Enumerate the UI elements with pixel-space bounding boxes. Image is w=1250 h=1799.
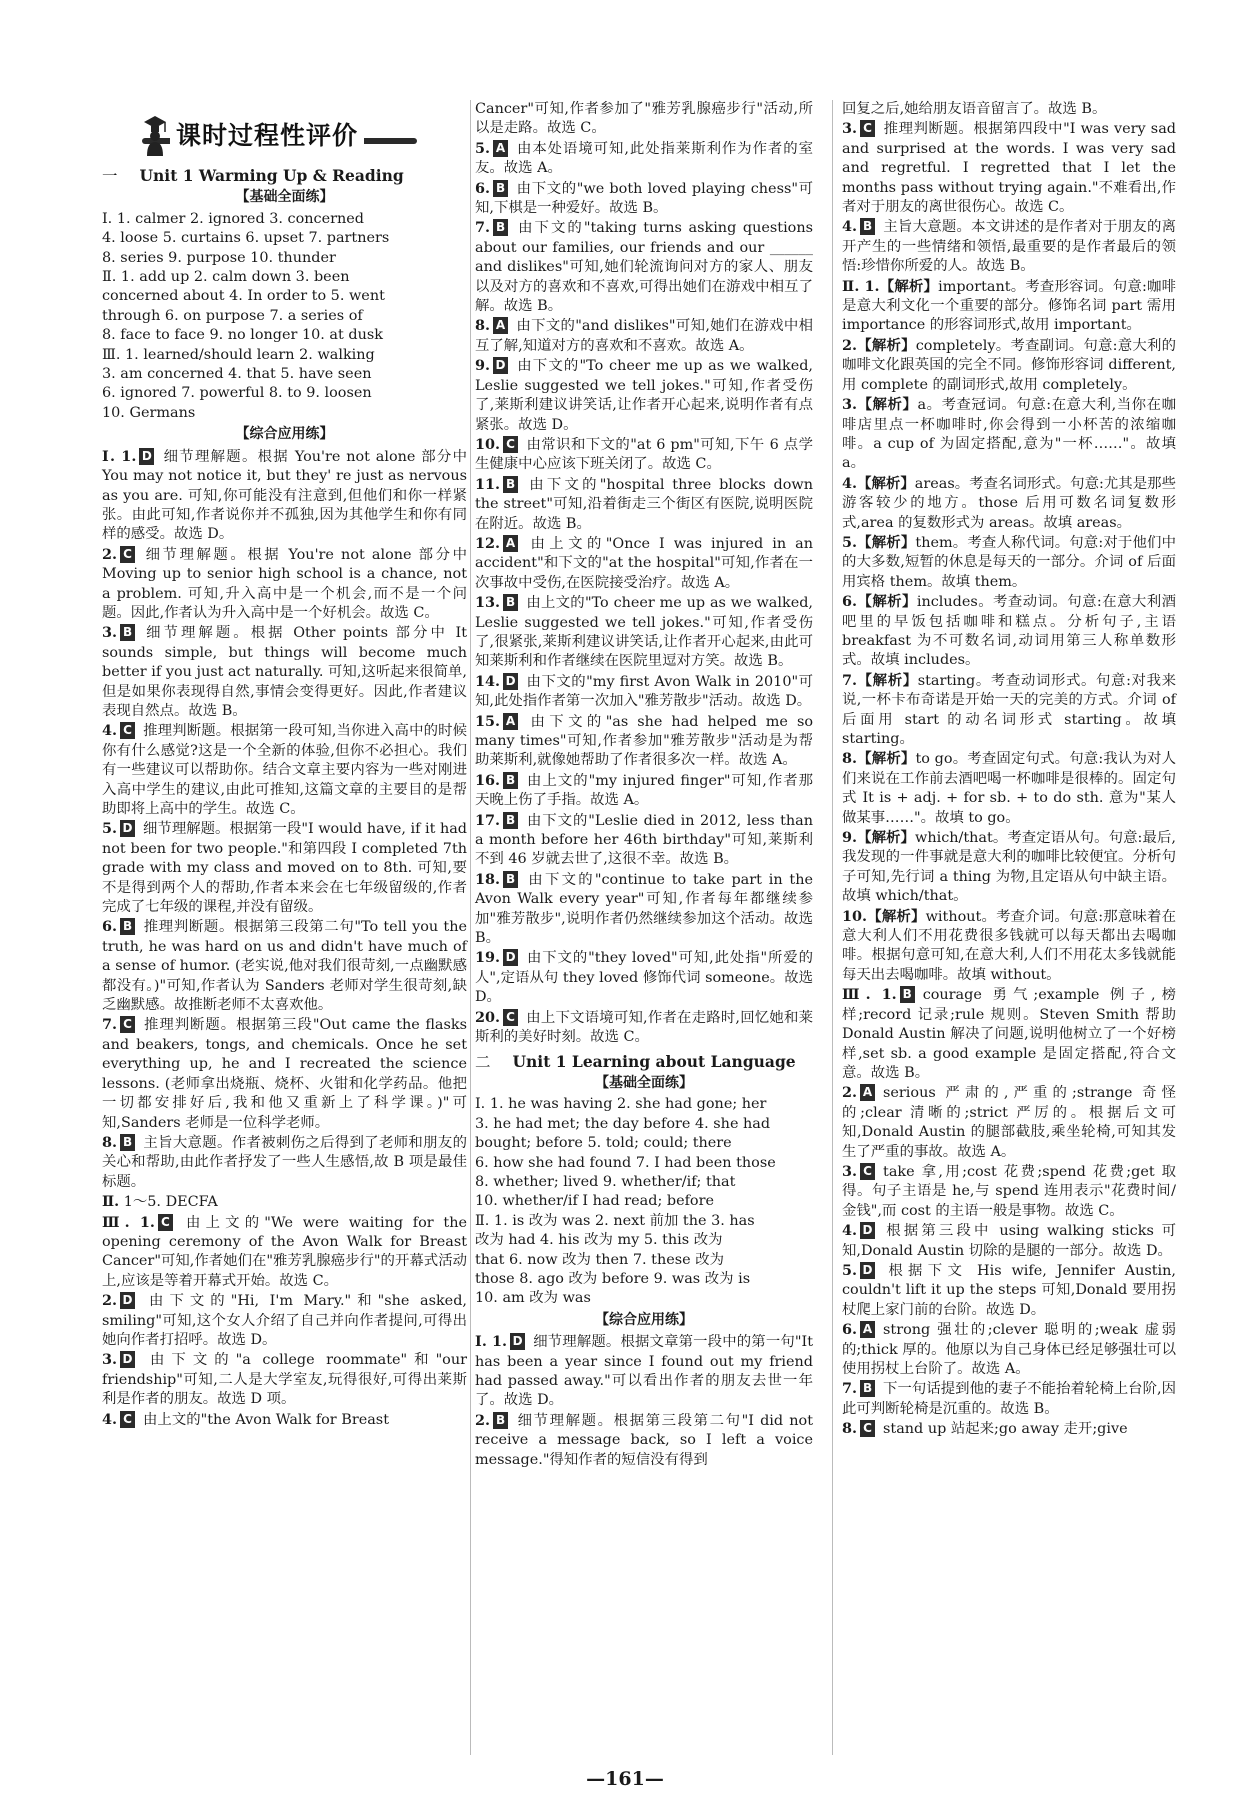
item-number: 2. xyxy=(842,336,858,354)
answer-item xyxy=(102,1350,467,1409)
item-explanation: 。考查人称代词。句意:对于他们中的大多数,短暂的休息是每天的一部分。介词 of 后面用宾格 them。故填 them。 xyxy=(842,534,1176,590)
answer-word: important xyxy=(938,278,1011,295)
item-explanation: strong 强壮的;clever 聪明的;weak 虚弱的;thick 厚的。他原以为自己身体已经足够强壮可以使用拐杖上台阶了。故选 A。 xyxy=(842,1322,1176,1377)
answer-word: areas xyxy=(914,475,955,492)
answer-item xyxy=(475,475,813,534)
answer-item xyxy=(102,1192,467,1212)
item-number: 11. xyxy=(475,475,501,493)
answer-line: Ⅰ. 1. calmer 2. ignored 3. concerned xyxy=(102,210,364,227)
answer-line: 4. loose 5. curtains 6. upset 7. partners xyxy=(102,230,390,247)
item-number: 9. xyxy=(475,357,491,375)
answer-badge: B xyxy=(120,624,135,641)
item-explanation: 。考查定语从句。句意:最后,我发现的一件事就是意大利的咖啡比较便宜。分析句子可知,先行词 a thing 为物,且定语从句中缺主语。故填 which/that。 xyxy=(842,830,1176,905)
answer-word: a xyxy=(917,397,927,414)
item-explanation: 。考查动词。句意:在意大利酒吧里的早饭包括咖啡和糕点。分析句子,主语 breakfast 为不可数名词,动词用第三人称单数形式。故填 includes。 xyxy=(842,594,1176,669)
answer-item xyxy=(475,1008,813,1048)
answer-line: 10. am 改为 was xyxy=(475,1290,591,1307)
answer-badge: A xyxy=(503,713,518,730)
item-explanation: 由下文的"a college roommate"和"our friendship"可知,二人是大学室友,玩得很好,可得出莱斯利是作者的朋友。故选 D 项。 xyxy=(102,1352,467,1408)
item-explanation: 推理判断题。根据第四段中"I was very sad and surprised at the words. I was very sad and regretful. I regretted that I let the months pass without trying again."不难看出,作者对于朋友的离世很伤心。故选 C。 xyxy=(842,121,1176,216)
answer-word: starting xyxy=(917,672,976,689)
answer-badge: C xyxy=(120,1016,135,1033)
item-explanation: stand up 站起来;go away 走开;give xyxy=(883,1421,1128,1438)
answer-badge: B xyxy=(120,1134,135,1151)
section-apply-heading: 【综合应用练】 xyxy=(595,1311,693,1328)
answer-badge: C xyxy=(120,722,135,739)
answer-item xyxy=(842,592,1176,671)
answer-item xyxy=(102,1133,467,1192)
item-explanation: 。考查冠词。句意:在意大利,当你在咖啡店里点一杯咖啡时,你会得到一小杯苦的浓缩咖啡。a cup of 为固定搭配,意为"一杯……"。故填 a。 xyxy=(842,397,1176,472)
answer-line: those 8. ago 改为 before 9. was 改为 is xyxy=(475,1270,751,1287)
item-explanation: 由上文的"Once I was injured in an accident"和下文的"at the hospital"可知,作者在一次事故中受伤,在医院接受治疗。故选 A。 xyxy=(475,535,813,591)
answer-item xyxy=(842,1261,1176,1320)
item-number: 13. xyxy=(475,594,501,612)
item-explanation: 。考查动词形式。句意:对我来说,一杯卡布奇诺是开始一天的完美的方式。介词 of 后面用 start 的动名词形式 starting。故填 starting。 xyxy=(842,672,1176,747)
item-number: 3. xyxy=(102,624,118,642)
answer-line: 改为 had 4. his 改为 my 5. this 改为 xyxy=(475,1232,723,1249)
answer-item xyxy=(475,435,813,475)
item-number: Ⅱ. 1. xyxy=(842,277,880,295)
answer-item xyxy=(475,100,813,139)
answer-badge: C xyxy=(860,120,875,137)
item-number: 6. xyxy=(842,1321,858,1339)
item-number: 6. xyxy=(102,918,118,936)
answer-badge: B xyxy=(860,218,875,235)
item-explanation: 由下文的"Leslie died in 2012, less than a month before her 46th birthday"可知,莱斯利不到 46 岁就去世了,这很不幸。故选 B。 xyxy=(475,812,813,868)
item-explanation: 细节理解题。根据第三段第二句"I did not receive a message back, so I left a voice message."得知作者的短信没有得到 xyxy=(475,1412,813,1468)
item-number: 5. xyxy=(475,139,491,157)
item-explanation: 回复之后,她给朋友语音留言了。故选 B。 xyxy=(842,101,1107,117)
answer-item xyxy=(842,277,1176,336)
item-number: 2. xyxy=(842,1084,858,1102)
item-number: 4. xyxy=(842,218,858,236)
answer-word: them xyxy=(915,534,953,551)
answer-line: bought; before 5. told; could; there xyxy=(475,1135,732,1152)
item-explanation: 由下文的"hospital three blocks down the street"可知,沿着街走三个街区有医院,说明医院在附近。故选 B。 xyxy=(475,476,813,532)
item-number: Ⅰ. 1. xyxy=(102,447,137,465)
answer-badge: A xyxy=(860,1321,875,1338)
item-number: 9. xyxy=(842,829,858,847)
item-explanation: 由下文的"they loved"可知,此处指"所爱的人",定语从句 they loved 修饰代词 someone。故选 D。 xyxy=(475,950,813,1006)
answer-line: Ⅱ. 1. add up 2. calm down 3. been xyxy=(102,269,350,286)
answer-badge: B xyxy=(503,594,518,611)
answer-badge: A xyxy=(503,535,518,552)
answer-badge: C xyxy=(158,1214,173,1231)
item-number: 2. xyxy=(102,1292,118,1310)
answer-badge: A xyxy=(493,140,508,157)
item-number: 4. xyxy=(102,722,118,740)
item-number: Ⅱ. xyxy=(102,1193,120,1211)
answer-badge: B xyxy=(120,918,135,935)
answer-badge: D xyxy=(503,949,518,966)
item-number: 2. xyxy=(102,545,118,563)
section-basic-heading: 【基础全面练】 xyxy=(235,189,334,206)
item-number: 2. xyxy=(475,1411,491,1429)
banner-title: 课时过程性评价 xyxy=(170,116,364,152)
item-number: 4. xyxy=(842,1222,858,1240)
answer-item xyxy=(475,771,813,811)
item-number: 8. xyxy=(842,750,858,768)
answer-badge: B xyxy=(493,1412,508,1429)
answer-item xyxy=(475,870,813,949)
analysis-label: 【解析】 xyxy=(867,907,926,925)
item-explanation: 由上文的"We were waiting for the opening ceremony of the Avon Walk for Breast Cancer"可知,作者她们在"雅芳乳腺癌步行"的开幕式活动上,应该是等着开幕式开始。故选 C。 xyxy=(102,1214,467,1289)
item-explanation: 由下文的"continue to take part in the Avon Walk every year"可知,作者每年都继续参加"雅芳散步",说明作者仍然继续参加这个活动。故选 B。 xyxy=(475,871,813,947)
item-explanation: courage 勇气;example 例子,榜样;record 记录;rule 规则。Steven Smith 帮助 Donald Austin 解决了问题,说明他树立了一个好榜样,set sb. a good example 是固定搭配,符合文意。故选 B。 xyxy=(842,987,1176,1081)
item-explanation: Cancer"可知,作者参加了"雅芳乳腺癌步行"活动,所以是走路。故选 C。 xyxy=(475,101,813,137)
answer-item xyxy=(842,749,1176,828)
answer-badge: C xyxy=(120,546,135,563)
answer-item xyxy=(842,1083,1176,1162)
answer-badge: D xyxy=(503,673,518,690)
item-number: 7. xyxy=(102,1016,118,1034)
answer-line: concerned about 4. In order to 5. went xyxy=(102,288,385,305)
answer-item xyxy=(475,1411,813,1470)
item-number: 3. xyxy=(842,1162,858,1180)
item-number: 7. xyxy=(842,671,858,689)
answer-item xyxy=(102,545,467,624)
answer-line: 3. he had met; the day before 4. she had xyxy=(475,1115,771,1132)
item-explanation: 由下文的"taking turns asking questions about our families, our friends and our ______ and dislikes"可知,她们轮流询问对方的家人、朋友以及对方的喜欢和不喜欢,可得出她们在游戏中相互了解。故选 B。 xyxy=(475,220,813,315)
item-number: 6. xyxy=(842,593,858,611)
answer-line: 8. face to face 9. no longer 10. at dusk xyxy=(102,327,383,344)
answer-item xyxy=(842,1162,1176,1221)
answer-badge: D xyxy=(510,1333,525,1350)
item-explanation: 由下文的"Hi, I'm Mary."和"she asked, smiling"可知,这个女人介绍了自己并向作者提问,可得出她向作者打招呼。故选 D。 xyxy=(102,1293,467,1348)
answer-item xyxy=(102,1213,467,1292)
answer-badge: C xyxy=(860,1420,875,1437)
answer-badge: B xyxy=(493,180,508,197)
analysis-label: 【解析】 xyxy=(857,336,916,354)
item-explanation: 主旨大意题。作者被刺伤之后得到了老师和朋友的关心和帮助,由此作者抒发了一些人生感悟,故 B 项是最佳标题。 xyxy=(102,1134,467,1190)
analysis-label: 【解析】 xyxy=(857,750,916,768)
answer-item xyxy=(102,623,467,721)
item-number: Ⅲ. 1. xyxy=(842,986,897,1004)
item-explanation: 由下文的"my first Avon Walk in 2010"可知,此处指作者第一次加入"雅芳散步"活动。故选 D。 xyxy=(475,673,813,710)
section-apply-heading: 【综合应用练】 xyxy=(235,426,334,443)
answer-item xyxy=(475,534,813,593)
answer-line: 10. whether/if I had read; before xyxy=(475,1193,714,1210)
answer-item xyxy=(475,712,813,771)
item-number: 12. xyxy=(475,534,501,552)
answer-word: without xyxy=(925,908,982,925)
answer-item xyxy=(102,721,467,819)
item-number: 5. xyxy=(102,820,118,838)
answer-badge: B xyxy=(503,476,518,493)
answer-item xyxy=(102,447,467,545)
answer-badge: D xyxy=(120,1292,135,1309)
answer-item xyxy=(102,1291,467,1350)
answer-badge: B xyxy=(503,812,518,829)
answer-badge: C xyxy=(503,436,518,453)
column-divider xyxy=(832,100,833,1755)
item-explanation: 由上文的"my injured finger"可知,作者那天晚上伤了手指。故选 A。 xyxy=(475,772,813,809)
item-explanation: 。考查固定句式。句意:我认为对人们来说在工作前去酒吧喝一杯咖啡是很棒的。固定句式 It is + adj. + for sb. + to do sth. 意为"某人做某事……"。故填 to go。 xyxy=(842,751,1176,826)
answer-badge: A xyxy=(860,1084,875,1101)
answer-item xyxy=(842,1419,1176,1439)
item-explanation: 根据第三段中 using walking sticks 可知,Donald Austin 切除的是腿的一部分。故选 D。 xyxy=(842,1223,1176,1259)
item-number: 5. xyxy=(842,1261,858,1279)
answer-item xyxy=(475,672,813,712)
answer-item xyxy=(842,671,1176,750)
item-explanation: 下一句话提到他的妻子不能抬着轮椅上台阶,因此可判断轮椅是沉重的。故选 B。 xyxy=(842,1381,1176,1417)
unit-heading: 二 Unit 1 Learning about Language xyxy=(475,1051,796,1071)
answer-item xyxy=(842,907,1176,986)
item-number: 7. xyxy=(475,219,491,237)
item-number: 15. xyxy=(475,712,501,730)
answer-item xyxy=(475,811,813,870)
analysis-label: 【解析】 xyxy=(857,671,918,689)
item-number: 8. xyxy=(102,1133,118,1151)
answer-word: completely xyxy=(915,337,996,354)
item-explanation: 推理判断题。根据第三段第二句"To tell you the truth, he was hard on us and didn't have much of a sense of humor. (老实说,他对我们很苛刻,一点幽默感都没有。)"可知,作者认为 Sanders 老师对学生很苛刻,缺乏幽默感。故推断老师不太喜欢他。 xyxy=(102,919,467,1014)
answer-line: 8. whether; lived 9. whether/if; that xyxy=(475,1173,736,1190)
item-explanation: 1～5. DECFA xyxy=(123,1194,218,1211)
graduate-cap-icon xyxy=(142,112,168,156)
item-number: 10. xyxy=(475,435,501,453)
answer-item xyxy=(842,395,1176,474)
item-number: 20. xyxy=(475,1008,501,1026)
answer-item xyxy=(842,828,1176,907)
answer-line: Ⅱ. 1. is 改为 was 2. next 前加 the 3. has xyxy=(475,1212,755,1229)
answer-line: that 6. now 改为 then 7. these 改为 xyxy=(475,1251,725,1268)
answer-line: 6. how she had found 7. I had been those xyxy=(475,1154,776,1171)
answer-item xyxy=(842,1221,1176,1261)
answer-item xyxy=(842,985,1176,1083)
item-explanation: 由上下文语境可知,作者在走路时,回忆她和莱斯利的美好时刻。故选 C。 xyxy=(475,1009,813,1046)
answer-item xyxy=(842,336,1176,395)
item-explanation: 推理判断题。根据第三段"Out came the flasks and beakers, tongs, and chemicals. Once he set everything up, he and I recreated the science lessons. (老师拿出烧瓶、烧杯、火钳和化学药品。他把一切都安排好后,我和他又重新上了科学课。)"可知,Sanders 老师是一位科学老师。 xyxy=(102,1017,467,1131)
answer-badge: B xyxy=(503,871,518,888)
column-divider xyxy=(470,100,471,1755)
analysis-label: 【解析】 xyxy=(879,277,939,295)
answer-item xyxy=(102,1410,467,1430)
answer-item xyxy=(475,1332,813,1411)
answer-badge: D xyxy=(139,448,154,465)
section-banner xyxy=(112,112,417,162)
answer-item xyxy=(475,179,813,219)
item-explanation: 由下文的"and dislikes"可知,她们在游戏中相互了解,知道对方的喜欢和不喜欢。故选 A。 xyxy=(475,318,813,354)
item-number: 10. xyxy=(842,907,868,925)
item-number: 17. xyxy=(475,811,501,829)
item-number: 8. xyxy=(475,317,491,335)
analysis-label: 【解析】 xyxy=(857,474,915,492)
answer-line: Ⅲ. 1. learned/should learn 2. walking xyxy=(102,346,375,363)
item-explanation: 。考查名词形式。句意:尤其是那些游客较少的地方。those 后用可数名词复数形式,area 的复数形式为 areas。故填 areas。 xyxy=(842,475,1176,531)
answer-item xyxy=(842,533,1176,592)
item-explanation: 由常识和下文的"at 6 pm"可知,下午 6 点学生健康中心应该下班关闭了。故选 C。 xyxy=(475,436,813,473)
item-number: 4. xyxy=(842,474,858,492)
answer-line: 10. Germans xyxy=(102,404,196,421)
answer-line: 6. ignored 7. powerful 8. to 9. loosen xyxy=(102,385,372,402)
answer-item xyxy=(475,593,813,672)
item-number: 3. xyxy=(842,120,858,138)
answer-badge: C xyxy=(120,1411,135,1428)
item-number: 3. xyxy=(102,1351,118,1369)
answer-word: to go xyxy=(915,751,953,768)
answer-badge: D xyxy=(120,820,135,837)
analysis-label: 【解析】 xyxy=(857,829,915,847)
answer-item xyxy=(102,917,467,1015)
answer-item xyxy=(475,139,813,179)
answer-word: includes xyxy=(916,594,978,611)
answer-word: which/that xyxy=(915,830,993,847)
answer-item xyxy=(475,218,813,316)
item-number: 7. xyxy=(842,1380,858,1398)
item-explanation: 由下文的"To cheer me up as we walked, Leslie suggested we tell jokes."可知,作者受伤了,莱斯利建议讲笑话,让作者开心起来,说明作者有点紧张。故选 D。 xyxy=(475,358,813,433)
item-explanation: 由下文的"as she had helped me so many times"可知,作者参加"雅芳散步"活动是为帮助莱斯利,就像她帮助了作者很多次一样。故选 A。 xyxy=(475,713,813,769)
item-explanation: 细节理解题。根据第一段"I would have, if it had not been for two people."和第四段 I completed 7th grade with my class and moved on to 8th. 可知,要不是得到两个人的帮助,作者本来会在七年级留级的,作者完成了七年级的课程,并没有留级。 xyxy=(102,821,468,916)
item-explanation: 由上文的"To cheer me up as we walked, Leslie suggested we tell jokes."可知,作者受伤了,很紧张,莱斯利建议讲笑话,让作者开心起来,由此可知莱斯利和作者继续在医院里逗对方笑。故选 B。 xyxy=(475,595,813,670)
item-number: Ⅲ. 1. xyxy=(102,1213,155,1231)
answer-item xyxy=(842,119,1176,217)
item-number: 4. xyxy=(102,1410,118,1428)
answer-badge: D xyxy=(860,1262,875,1279)
item-number: Ⅰ. 1. xyxy=(475,1333,508,1351)
column-3 xyxy=(842,100,1176,1440)
answer-item xyxy=(102,1015,467,1132)
page-number: —161— xyxy=(586,1768,664,1790)
analysis-label: 【解析】 xyxy=(857,593,917,611)
item-number: 3. xyxy=(842,396,858,414)
answer-line: 3. am concerned 4. that 5. have seen xyxy=(102,366,372,383)
answer-item xyxy=(842,1379,1176,1419)
item-explanation: 主旨大意题。本文讲述的是作者对于朋友的离开产生的一些情绪和领悟,最重要的是作者最后的领悟:珍惜你所爱的人。故选 B。 xyxy=(842,219,1176,275)
item-explanation: 细节理解题。根据 You're not alone 部分中 Moving up to senior high school is a chance, not a problem. 可知,升入高中是一个机会,而不是一个问题。因此,作者认为升入高中是一个好机会。故选 C。 xyxy=(102,546,467,621)
item-number: 18. xyxy=(475,870,501,888)
item-number: 8. xyxy=(842,1420,858,1438)
answer-badge: B xyxy=(503,772,518,789)
answer-badge: C xyxy=(503,1009,518,1026)
item-explanation: take 拿,用;cost 花费;spend 花费;get 取得。句子主语是 he,与 spend 连用表示"花费时间/金钱",而 cost 的主语一般是事物。故选 C。 xyxy=(842,1163,1176,1219)
item-explanation: 细节理解题。根据文章第一段中的第一句"It has been a year since I found out my friend had passed away."可以看出作者的朋友去世一年了。故选 D。 xyxy=(475,1334,813,1409)
item-explanation: 由本处语境可知,此处指莱斯利作为作者的室友。故选 A。 xyxy=(475,140,813,177)
answer-item xyxy=(475,948,813,1007)
item-explanation: 由下文的"we both loved playing chess"可知,下棋是一种爱好。故选 B。 xyxy=(475,180,813,217)
item-explanation: 。考查介词。句意:那意味着在意大利人们不用花费很多钱就可以每天都出去喝咖啡。根据句意可知,在意大利,人们不用花太多钱就能每天出去喝咖啡。故填 without。 xyxy=(842,908,1176,983)
item-explanation: 由上文的"the Avon Walk for Breast xyxy=(143,1411,389,1428)
analysis-label: 【解析】 xyxy=(857,396,918,414)
analysis-label: 【解析】 xyxy=(857,533,916,551)
answer-item xyxy=(102,819,467,917)
answer-badge: D xyxy=(493,357,508,374)
item-number: 19. xyxy=(475,949,501,967)
answer-item xyxy=(842,1320,1176,1379)
item-explanation: serious 严肃的,严重的;strange 奇怪的;clear 清晰的;strict 严厉的。根据后文可知,Donald Austin 的腿部截肢,乘坐轮椅,可知其发生了严重的事故。故选 A。 xyxy=(842,1085,1176,1160)
item-number: 6. xyxy=(475,179,491,197)
answer-item xyxy=(842,217,1176,276)
answer-badge: D xyxy=(860,1222,875,1239)
column-1 xyxy=(102,162,467,1430)
column-2 xyxy=(475,100,813,1470)
unit-heading: 一 Unit 1 Warming Up & Reading xyxy=(102,166,404,185)
answer-badge: B xyxy=(493,219,508,236)
item-explanation: 推理判断题。根据第一段可知,当你进入高中的时候你有什么感觉?这是一个全新的体验,但你不必担心。我们有一些建议可以帮助你。结合文章主要内容为一些对刚进入高中学生的建议,由此可推知,这篇文章的主要目的是帮助即将上高中的学生。故选 C。 xyxy=(102,723,467,817)
item-explanation: 细节理解题。根据 Other points 部分中 It sounds simple, but things will become much better if you just act naturally. 可知,这听起来很简单,但是如果你表现得自然,事情会变得更好。因此,作者建议表现自然点。故选 B。 xyxy=(102,625,467,719)
answer-badge: B xyxy=(860,1380,875,1397)
answer-badge: A xyxy=(493,317,508,334)
answer-line: through 6. on purpose 7. a series of xyxy=(102,307,363,324)
section-basic-heading: 【基础全面练】 xyxy=(595,1074,693,1091)
answer-badge: D xyxy=(120,1351,135,1368)
item-explanation: 。考查形容词。句意:咖啡是意大利文化一个重要的部分。修饰名词 part 需用 importance 的形容词形式,故用 important。 xyxy=(842,278,1176,334)
item-number: 16. xyxy=(475,771,501,789)
item-explanation: 。考查副词。句意:意大利的咖啡文化跟英国的完全不同。修饰形容词 different,用 complete 的副词形式,故用 completely。 xyxy=(842,337,1176,393)
answer-item xyxy=(475,356,813,435)
answer-item xyxy=(842,100,1176,119)
item-number: 14. xyxy=(475,672,501,690)
item-explanation: 根据下文 His wife, Jennifer Austin, couldn't lift it up the steps 可知,Donald 要用拐杖爬上家门前的台阶。故选 D。 xyxy=(842,1262,1176,1318)
answer-item xyxy=(475,316,813,356)
item-explanation: 细节理解题。根据 You're not alone 部分中 You may not notice it, but they' re just as nervous as you are. 可知,你可能没有注意到,但他们和你一样紧张。由此可知,作者说你并不孤独,因为其他学生和你有同样的感受。故选 D。 xyxy=(102,448,467,543)
item-number: 5. xyxy=(842,533,858,551)
answer-item xyxy=(842,474,1176,533)
answer-badge: B xyxy=(900,986,915,1003)
answer-line: Ⅰ. 1. he was having 2. she had gone; her xyxy=(475,1096,767,1113)
answer-line: 8. series 9. purpose 10. thunder xyxy=(102,249,336,266)
answer-badge: C xyxy=(860,1163,875,1180)
